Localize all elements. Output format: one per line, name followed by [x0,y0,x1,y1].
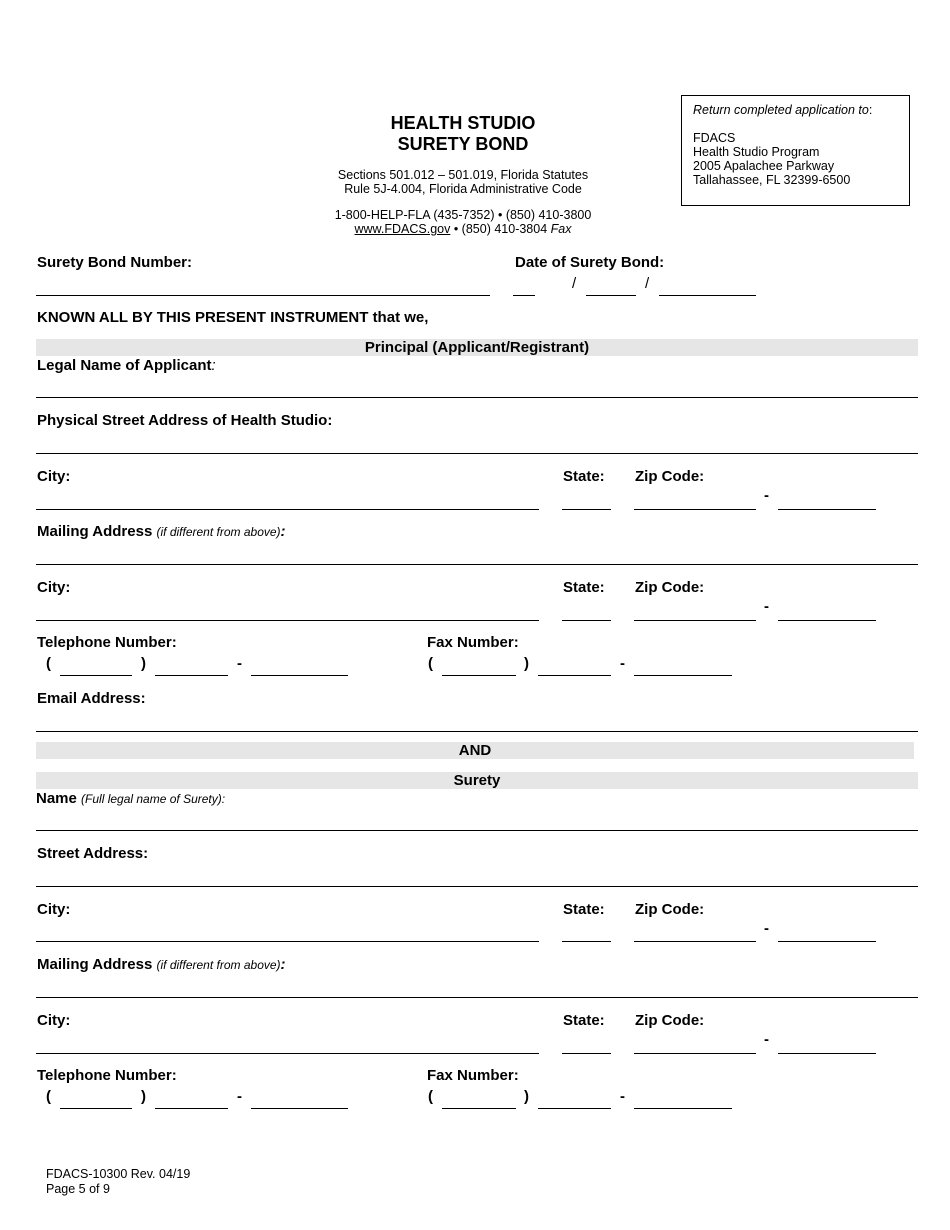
legal-name-label [37,357,216,374]
state-label: State: [563,468,605,485]
fax-dash: - [620,655,625,672]
statute-line-1: Sections 501.012 – 501.019, Florida Statutes [337,168,589,182]
fax-label: Fax Number: [427,634,519,651]
surety-zip-label: Zip Code: [635,901,705,918]
surety-tel-dash: - [237,1088,242,1105]
physical-address-field[interactable] [36,453,918,454]
mailing-zip-ext-field[interactable] [778,620,876,621]
bond-date-label: Date of Surety Bond: [515,254,665,271]
mailing-address-field[interactable] [36,564,918,565]
surety-fax-line-field[interactable] [634,1108,732,1109]
state-field[interactable] [562,509,611,510]
date-slash-2: / [645,275,650,292]
return-org: FDACS [693,131,736,145]
surety-mailing-state-field[interactable] [562,1053,611,1054]
mailing-zip-label: Zip Code: [635,579,705,596]
phone-line: 1-800-HELP-FLA (435-7352) • (850) 410-3800 [334,208,592,222]
telephone-label: Telephone Number: [37,634,177,651]
page-number: Page 5 of 9 [46,1182,110,1196]
surety-zip-field[interactable] [634,941,756,942]
surety-mailing-note: (if different from above) [156,958,281,972]
surety-fax-dash: - [620,1088,625,1105]
bond-date-year-field[interactable] [659,295,756,296]
surety-state-field[interactable] [562,941,611,942]
surety-tel-area-field[interactable] [60,1108,132,1109]
return-address [693,131,850,187]
return-city: Tallahassee, FL 32399-6500 [693,173,851,187]
surety-mailing-field[interactable] [36,997,918,998]
tel-close-paren: ) [141,655,146,672]
mailing-state-label: State: [563,579,605,596]
fax-number-text: • (850) 410-3804 [450,222,551,236]
return-street: 2005 Apalachee Parkway [693,159,835,173]
surety-mailing-zip-dash: - [764,1031,769,1048]
bond-date-day-field[interactable] [586,295,636,296]
tel-open-paren: ( [46,655,51,672]
surety-mailing-city-field[interactable] [36,1053,539,1054]
statute-block [288,168,638,196]
fax-close-paren: ) [524,655,529,672]
city-label: City: [37,468,71,485]
footer [46,1167,190,1197]
surety-band: Surety [36,772,918,789]
surety-mailing-zip-field[interactable] [634,1053,756,1054]
return-intro-text: Return completed application to [693,103,869,117]
fax-prefix-field[interactable] [538,675,611,676]
mailing-zip-dash: - [764,598,769,615]
mailing-address-label [37,523,286,540]
surety-mailing-colon: : [280,956,286,973]
website-link[interactable]: www.FDACS.gov [354,222,451,236]
surety-mailing-zip-label: Zip Code: [635,1012,705,1029]
fax-open-paren: ( [428,655,433,672]
surety-city-label: City: [37,901,71,918]
fax-line-field[interactable] [634,675,732,676]
tel-prefix-field[interactable] [155,675,228,676]
title-line-1: HEALTH STUDIO [390,113,536,133]
fax-label: Fax [550,222,572,236]
city-field[interactable] [36,509,539,510]
date-slash-1: / [572,275,577,292]
return-address-box [681,95,910,206]
surety-name-note: (Full legal name of Surety): [81,792,226,806]
and-band: AND [36,742,914,759]
title-line-2: SURETY BOND [397,134,529,154]
surety-fax-prefix-field[interactable] [538,1108,611,1109]
surety-name-label-text: Name [36,790,77,807]
surety-fax-open-paren: ( [428,1088,433,1105]
email-label: Email Address: [37,690,146,707]
mailing-city-field[interactable] [36,620,539,621]
surety-name-label [36,790,225,807]
tel-dash: - [237,655,242,672]
mailing-label-text: Mailing Address [37,523,153,540]
bond-number-field[interactable] [36,295,490,296]
mailing-zip-field[interactable] [634,620,756,621]
surety-name-field[interactable] [36,830,918,831]
zip-label: Zip Code: [635,468,705,485]
email-field[interactable] [36,731,918,732]
fax-area-field[interactable] [442,675,516,676]
web-fax-line [263,222,663,236]
surety-zip-ext-field[interactable] [778,941,876,942]
mailing-colon: : [280,523,286,540]
tel-area-field[interactable] [60,675,132,676]
zip-dash: - [764,487,769,504]
surety-tel-open-paren: ( [46,1088,51,1105]
return-program: Health Studio Program [693,145,820,159]
mailing-note: (if different from above) [156,525,281,539]
surety-tel-prefix-field[interactable] [155,1108,228,1109]
legal-name-field[interactable] [36,397,918,398]
legal-name-label-text: Legal Name of Applicant [37,357,212,374]
form-title [313,113,613,155]
surety-fax-label: Fax Number: [427,1067,519,1084]
bond-number-label: Surety Bond Number: [37,254,193,271]
return-intro-colon: : [868,103,873,117]
physical-address-label: Physical Street Address of Health Studio: [37,412,333,429]
surety-state-label: State: [563,901,605,918]
surety-fax-close-paren: ) [524,1088,529,1105]
surety-mailing-state-label: State: [563,1012,605,1029]
form-number: FDACS-10300 Rev. 04/19 [46,1167,191,1181]
zip-ext-field[interactable] [778,509,876,510]
principal-band: Principal (Applicant/Registrant) [36,339,918,356]
tel-line-field[interactable] [251,675,348,676]
surety-mailing-city-label: City: [37,1012,71,1029]
surety-street-field[interactable] [36,886,918,887]
surety-telephone-label: Telephone Number: [37,1067,177,1084]
known-all-statement: KNOWN ALL BY THIS PRESENT INSTRUMENT that we, [37,309,429,326]
mailing-city-label: City: [37,579,71,596]
mailing-state-field[interactable] [562,620,611,621]
return-intro [693,103,872,117]
surety-mailing-label [37,956,286,973]
surety-mailing-zip-ext-field[interactable] [778,1053,876,1054]
zip-field[interactable] [634,509,756,510]
surety-street-label: Street Address: [37,845,149,862]
contact-block [263,208,663,236]
surety-city-field[interactable] [36,941,539,942]
surety-mailing-label-text: Mailing Address [37,956,153,973]
statute-line-2: Rule 5J-4.004, Florida Administrative Code [344,182,582,196]
surety-tel-line-field[interactable] [251,1108,348,1109]
surety-tel-close-paren: ) [141,1088,146,1105]
bond-date-month-field-2[interactable] [513,295,535,296]
legal-name-colon: : [211,357,216,374]
surety-zip-dash: - [764,920,769,937]
surety-fax-area-field[interactable] [442,1108,516,1109]
